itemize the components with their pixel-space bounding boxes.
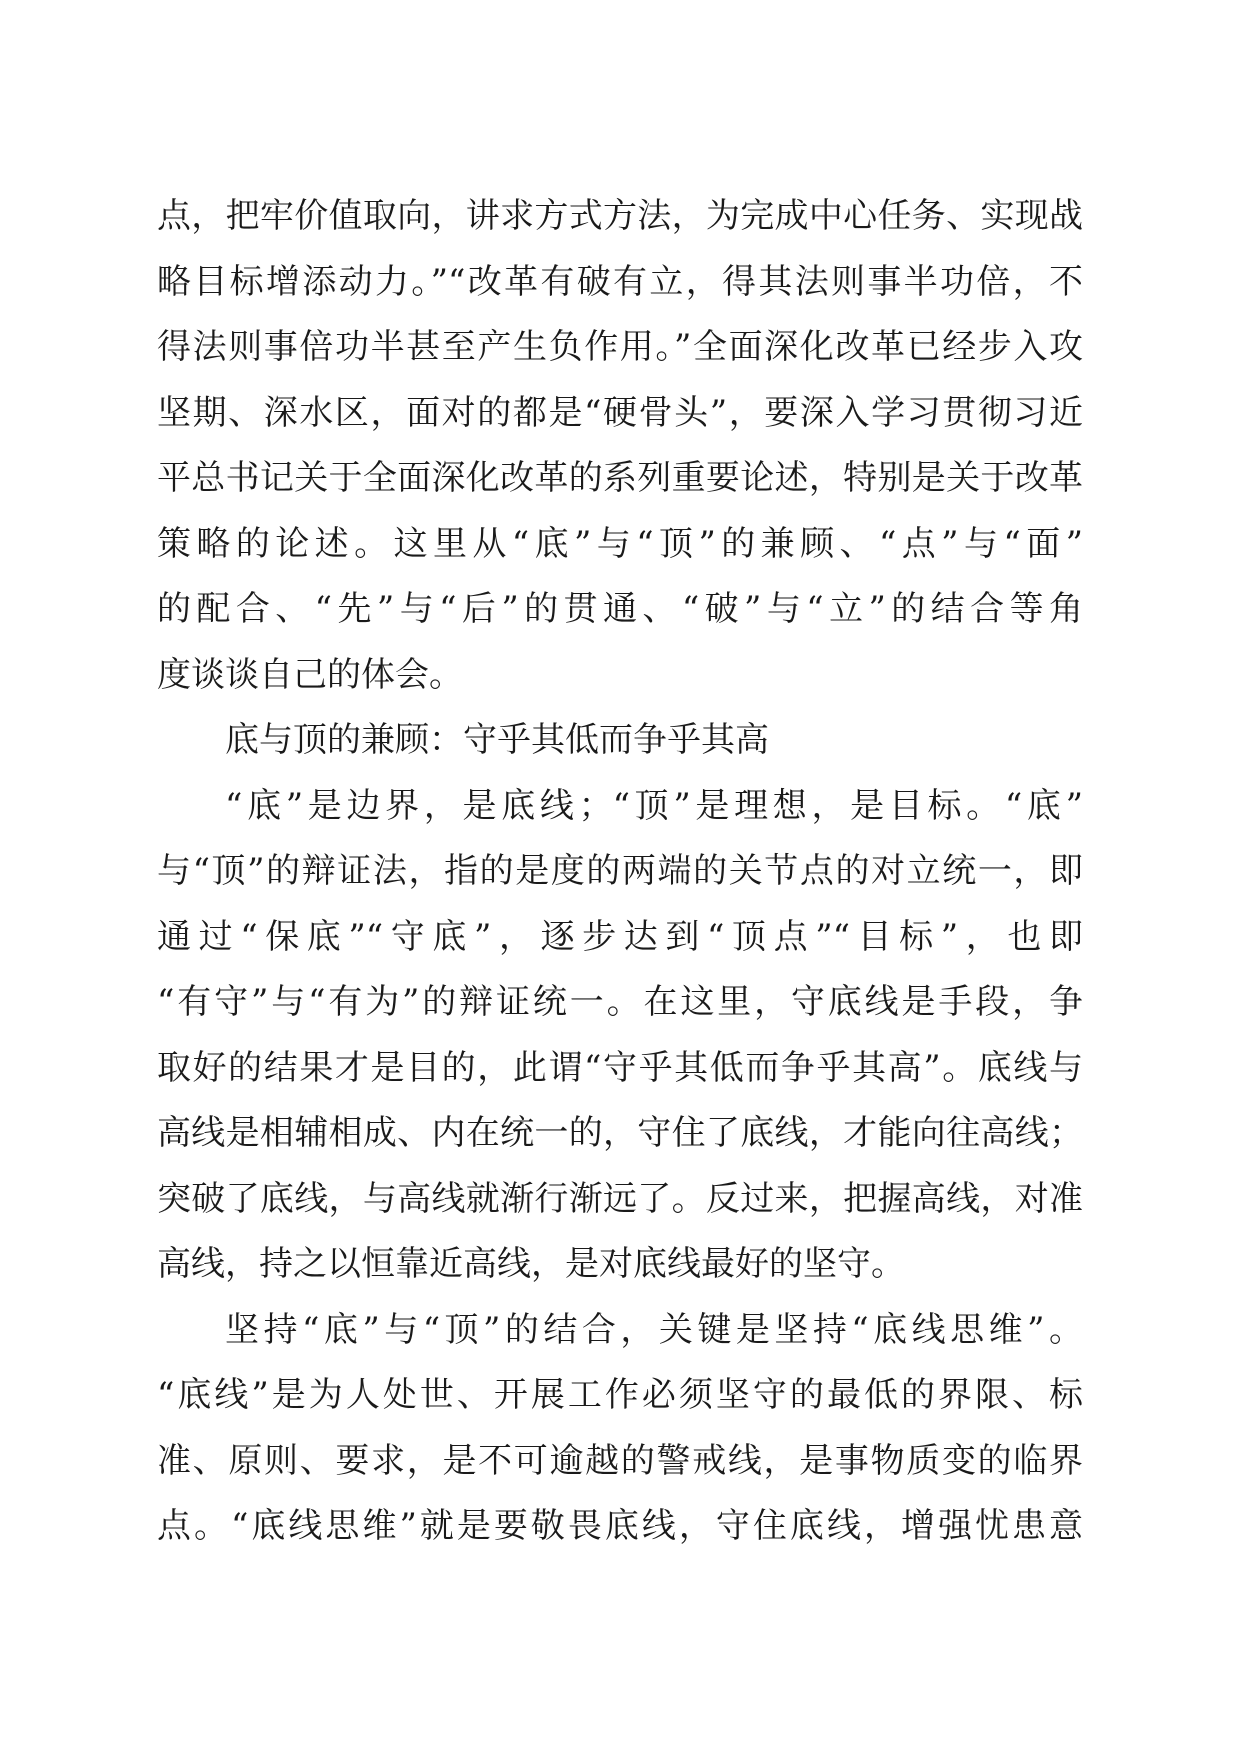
text-line: 通过“保底”“守底”，逐步达到“顶点”“目标”，也即 bbox=[157, 916, 1083, 957]
document-body bbox=[157, 184, 1083, 1560]
text-line: 取好的结果才是目的，此谓“守乎其低而争乎其高”。底线与 bbox=[157, 1047, 1083, 1088]
text-line: 高线是相辅相成、内在统一的，守住了底线，才能向往高线； bbox=[157, 1113, 1083, 1153]
text-line: 度谈谈自己的体会。 bbox=[157, 654, 463, 695]
text-line: “底线”是为人处世、开展工作必须坚守的最低的界限、标 bbox=[157, 1375, 1083, 1415]
text-line: 的配合、“先”与“后”的贯通、“破”与“立”的结合等角 bbox=[157, 589, 1083, 629]
text-line: 准、原则、要求，是不可逾越的警戒线，是事物质变的临界 bbox=[157, 1440, 1083, 1481]
text-line: 点，把牢价值取向，讲求方式方法，为完成中心任务、实现战 bbox=[157, 196, 1083, 236]
text-line: 策略的论述。这里从“底”与“顶”的兼顾、“点”与“面” bbox=[157, 523, 1083, 564]
text-line: 高线，持之以恒靠近高线，是对底线最好的坚守。 bbox=[157, 1244, 905, 1284]
text-line: 略目标增添动力。”“改革有破有立，得其法则事半功倍，不 bbox=[157, 261, 1083, 302]
text-line: 平总书记关于全面深化改革的系列重要论述，特别是关于改革 bbox=[157, 458, 1083, 498]
text-line: 突破了底线，与高线就渐行渐远了。反过来，把握高线，对准 bbox=[157, 1178, 1083, 1219]
text-line: “有守”与“有为”的辩证统一。在这里，守底线是手段，争 bbox=[157, 982, 1083, 1022]
text-line: 得法则事倍功半甚至产生负作用。”全面深化改革已经步入攻 bbox=[157, 327, 1083, 367]
section-heading: 底与顶的兼顾：守乎其低而争乎其高 bbox=[225, 720, 769, 760]
text-line: 与“顶”的辩证法，指的是度的两端的关节点的对立统一，即 bbox=[157, 851, 1083, 891]
text-line: “底”是边界，是底线；“顶”是理想，是目标。“底” bbox=[225, 785, 1083, 826]
text-line: 坚持“底”与“顶”的结合，关键是坚持“底线思维”。 bbox=[225, 1309, 1083, 1350]
text-line: 点。“底线思维”就是要敬畏底线，守住底线，增强忧患意 bbox=[157, 1506, 1083, 1546]
text-line: 坚期、深水区，面对的都是“硬骨头”，要深入学习贯彻习近 bbox=[157, 392, 1083, 433]
